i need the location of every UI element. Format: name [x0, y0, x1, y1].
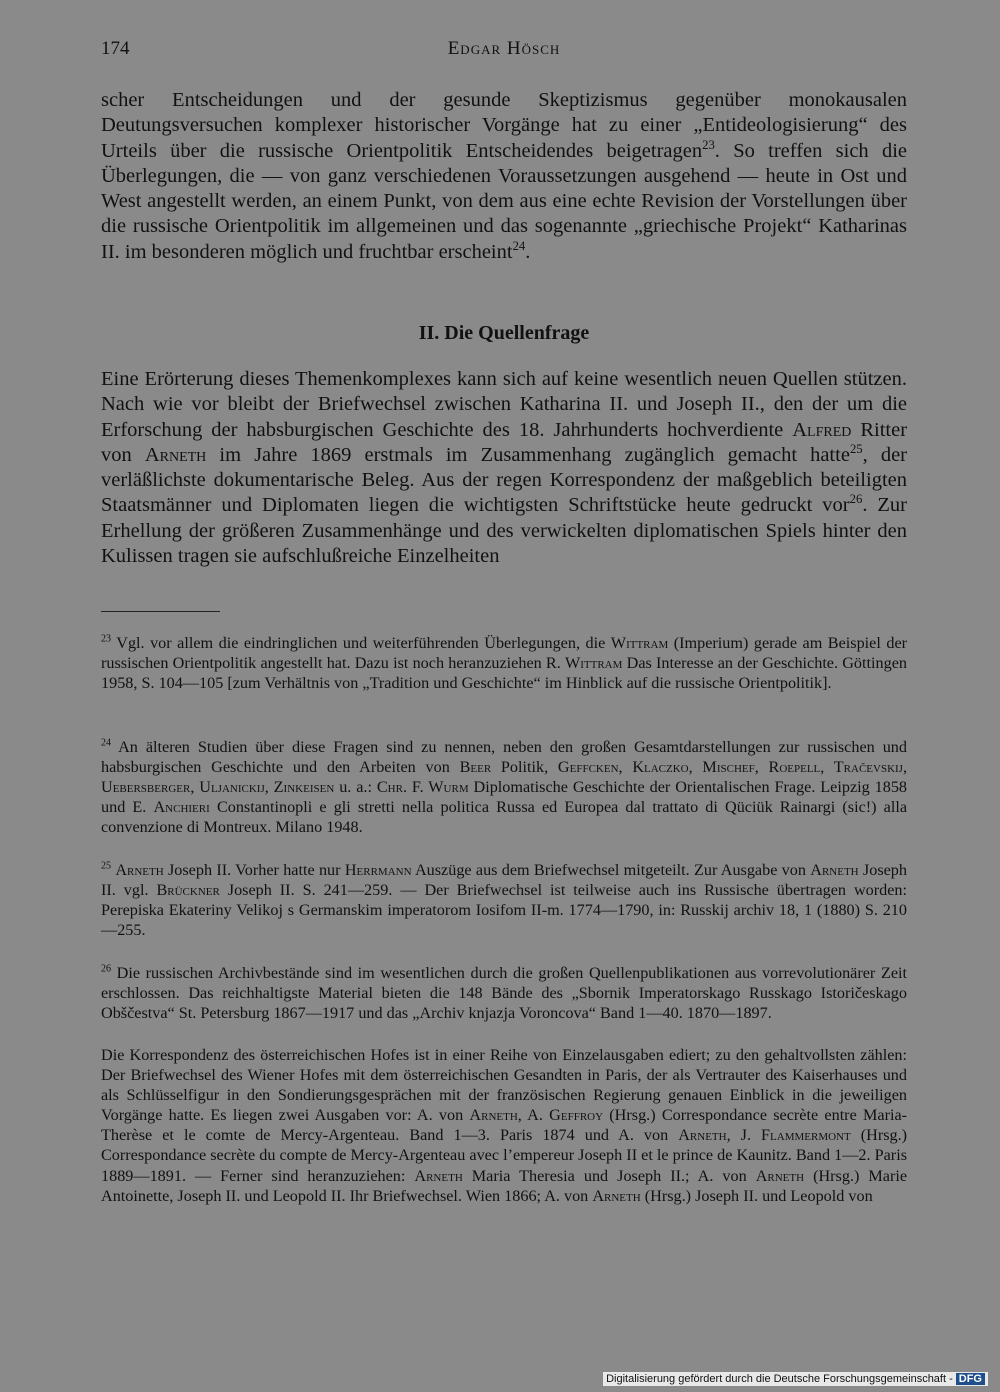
footnote-ref[interactable]: 25: [849, 442, 863, 457]
footnote-separator: [101, 611, 220, 612]
footnote-24: $^{24}$ An älteren Studien über diese Fragen sind zu nennen, neben den großen Gesamtdarstellungen zur russischen und habsburgischen Geschichte und den Arbeiten von Beer Politik, Geffcken, Klaczko, Mischef, Roepell, Tračevskij, Uebersberger, Uljanickij, Zinkeisen u. a.: Chr. F. Wurm Diplomatische Geschichte der Orientalischen Frage. Leipzig 1858 und E. Anchieri Constantinopli e gli stretti nella politica Russa ed Europea dal trattato di Qüciük Rainargi (sic!) alla convenzione di Montreux. Milano 1948.: [101, 737, 908, 837]
section-heading: II. Die Quellenfrage: [418, 322, 590, 344]
running-head: Edgar Hösch: [447, 38, 561, 59]
page-number: 174: [101, 38, 130, 59]
footnote-25: $^{25}$ Arneth Joseph II. Vorher hatte nur Herrmann Auszüge aus dem Briefwechsel mitgeteilt. Zur Ausgabe von Arneth Joseph II. vgl. Brückner Joseph II. S. 241—259. — Der Briefwechsel ist teilweise auch ins Russische übertragen worden: Perepiska Ekateriny Velikoj s Germanskim imperatorom Iosifom II-m. 1774—1790, in: Russkij archiv 18, 1 (1880) S. 210—255.: [101, 860, 907, 940]
footnote-26-continuation: Die Korrespondenz des österreichischen Hofes ist in einer Reihe von Einzelausgaben ediert; zu den gehaltvollsten zählen: Der Briefwechsel des Wiener Hofes mit dem österreichischen Gesandten in Paris, der als Vertrauter des Kaiserhauses und als Schlüsselfigur in den Sondierungsgesprächen mit der französischen Regierung genauen Einblick in die jeweiligen Vorgänge hatte. Es liegen zwei Ausgaben vor: A. von Arneth, A. Geffroy (Hrsg.) Correspondance secrète entre Maria-Therèse et le comte de Mercy-Argenteau. Band 1—3. Paris 1874 und A. von Arneth, J. Flammermont (Hrsg.) Correspondance secrète du compte de Mercy-Argenteau avec l’empereur Joseph II et le prince de Kaunitz. Band 1—2. Paris 1889—1891. — Ferner sind heranzuziehen: Arneth Maria Theresia und Joseph II.; A. von Arneth (Hrsg.) Marie Antoinette, Joseph II. und Leopold II. Ihr Briefwechsel. Wien 1866; A. von Arneth (Hrsg.) Joseph II. und Leopold von: [101, 1046, 908, 1205]
footnote-23: $^{23}$ Vgl. vor allem die eindringlichen und weiterführenden Überlegungen, die Wittram (Imperium) gerade am Beispiel der russischen Orientpolitik angestellt hat. Dazu ist noch heranzuziehen R. Wittram Das Interesse an der Geschichte. Göttingen 1958, S. 104—105 [zum Verhältnis von „Tradition und Geschichte“ im Hinblick auf die russische Orientpolitik].: [101, 633, 908, 693]
footnote-ref[interactable]: 26: [849, 492, 863, 507]
paragraph: Eine Erörterung dieses Themenkomplexes kann sich auf keine wesentlich neuen Quellen stützen. Nach wie vor bleibt der Briefwechsel zwischen Katharina II. und Joseph II., den der um die Erforschung der habsburgischen Geschichte des 18. Jahrhunderts hochverdiente Alfred Ritter von Arneth im Jahre 1869 erstmals im Zusammenhang zugänglich gemacht hatte$^{25}$, der verläßlichste dokumentarische Beleg. Aus der regen Korrespondenz der maßgeblich beteiligten Staatsmänner und Diplomaten liegen die wichtigsten Schriftstücke heute gedruckt vor$^{26}$. Zur Erhellung der größeren Zusammenhänge und des verwickelten diplomatischen Spiels hinter den Kulissen tragen sie aufschlußreiche Einzelheiten: [101, 368, 908, 568]
footnote-ref[interactable]: 23: [702, 137, 715, 152]
paragraph: scher Entscheidungen und der gesunde Skeptizismus gegenüber monokausalen Deutungsversuchen komplexer historischer Vorgänge hat zu einer „Entideologisierung“ des Urteils über die russische Orientpolitik Entscheidendes beigetragen$^{23}$. So treffen sich die Überlegungen, die — von ganz verschiedenen Voraussetzungen ausgehend — heute in Ost und West angestellt werden, an einem Punkt, von dem aus eine echte Revision der Vorstellungen über die russische Orientpolitik im allgemeinen und das sogenannte „griechische Projekt“ Katharinas II. im besonderen möglich und fruchtbar erscheint$^{24}$.: [101, 89, 907, 263]
footnote-26: $^{26}$ Die russischen Archivbestände sind im wesentlichen durch die großen Quellenpublikationen aus vorrevolutionärer Zeit erschlossen. Das reichhaltigste Material bieten die 148 Bände des „Sbornik Imperatorskago Russkago Istoričeskago Obščestva“ St. Petersburg 1867—1917 und das „Archiv knjazja Voroncova“ Band 1—40. 1870—1897.: [101, 963, 908, 1023]
page-header: [101, 38, 907, 64]
footnote-ref[interactable]: 24: [512, 238, 526, 253]
digitization-footer: Digitalisierung gefördert durch die Deutsche Forschungsgemeinschaft - DFG: [603, 1372, 988, 1386]
dfg-logo: DFG: [956, 1373, 985, 1385]
